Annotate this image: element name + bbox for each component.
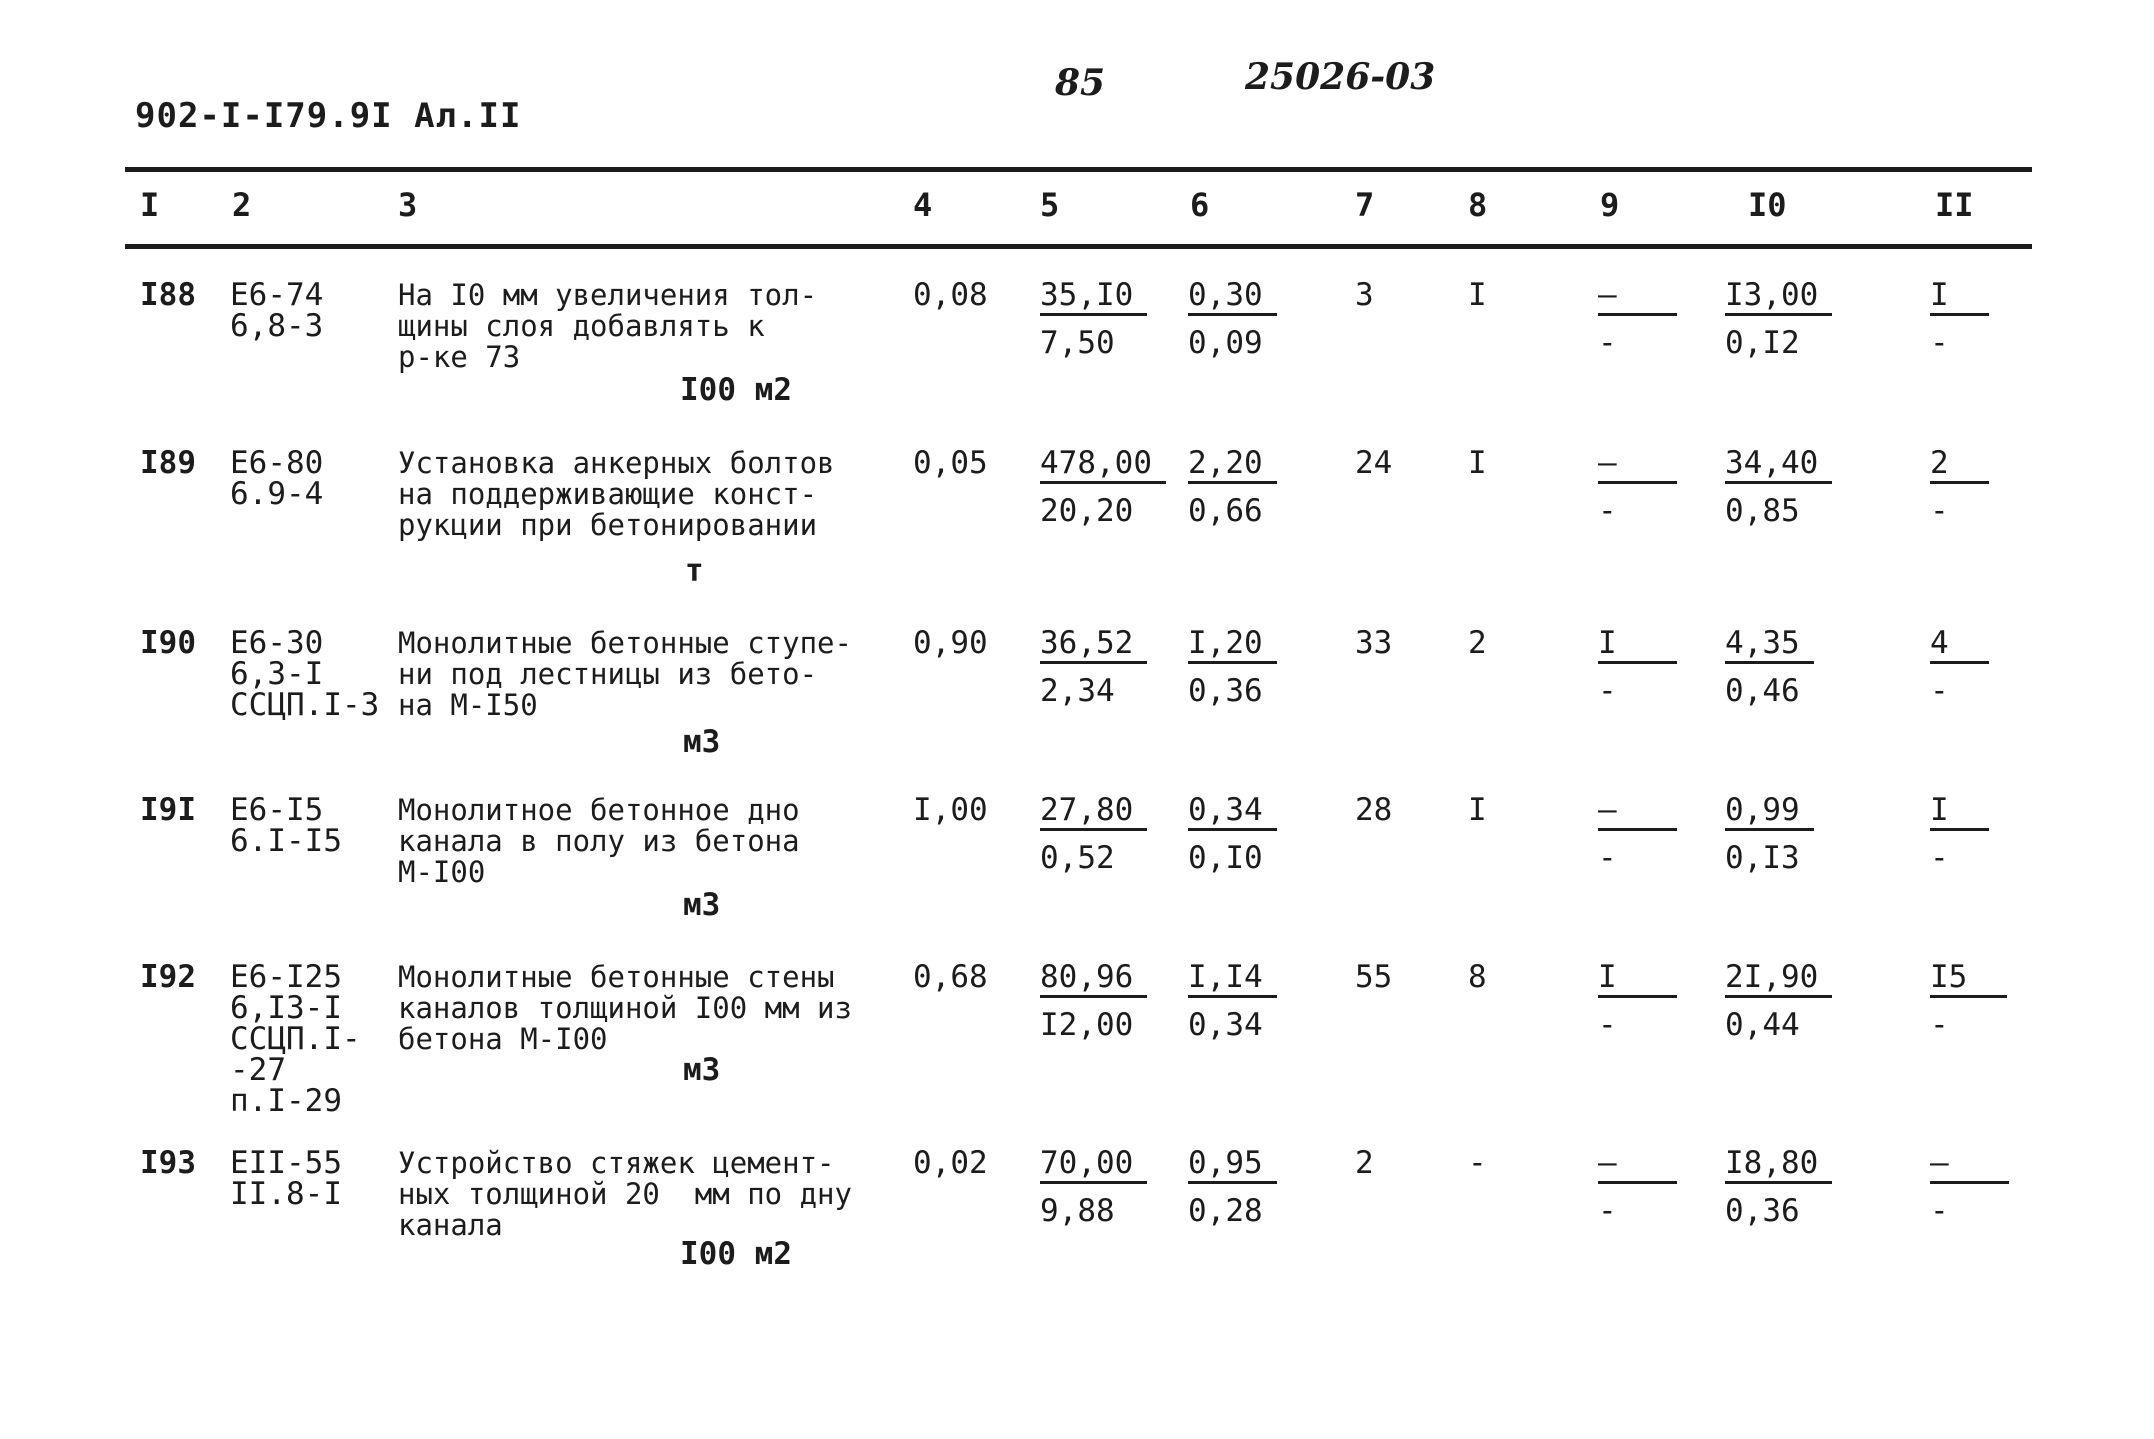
col7-value: 3	[1355, 277, 1374, 313]
rate-code: Е6-30 6,3-I ССЦП.I-3	[230, 625, 380, 723]
col9-values	[1598, 959, 1677, 1043]
col6-top: 2,20	[1188, 448, 1277, 484]
measure-unit: м3	[683, 724, 721, 760]
col8-value: I	[1468, 792, 1487, 828]
col5-top: 27,80	[1040, 795, 1147, 831]
col5-top: 70,00	[1040, 1148, 1147, 1184]
quantity: 0,08	[913, 277, 988, 313]
col9-bottom: -	[1598, 840, 1617, 876]
col11-bottom: -	[1930, 673, 1949, 709]
col5-values	[1040, 1145, 1147, 1229]
col10-top: 0,99	[1725, 795, 1814, 831]
col9-top: –	[1598, 795, 1677, 831]
column-header-3: 3	[398, 186, 418, 224]
col10-bottom: 0,I2	[1725, 325, 1800, 361]
col9-bottom: -	[1598, 493, 1617, 529]
row-number: I88	[140, 277, 196, 313]
col9-values	[1598, 625, 1677, 709]
column-header-1: I	[140, 186, 160, 224]
work-description: Монолитные бетонные ступе- ни под лестницы из бето- на М-I50	[398, 626, 852, 722]
col11-bottom: -	[1930, 840, 1949, 876]
col6-bottom: 0,66	[1188, 493, 1263, 529]
col10-bottom: 0,36	[1725, 1193, 1800, 1229]
col9-bottom: -	[1598, 1007, 1617, 1043]
table-row	[0, 1145, 2154, 1308]
col9-bottom: -	[1598, 325, 1617, 361]
work-description: Монолитное бетонное дно канала в полу из бетона М-I00	[398, 793, 800, 889]
table-row	[0, 625, 2154, 788]
col9-values	[1598, 792, 1677, 876]
column-header-9: 9	[1600, 186, 1620, 224]
col8-value: -	[1468, 1145, 1487, 1181]
col10-bottom: 0,44	[1725, 1007, 1800, 1043]
col11-values	[1930, 625, 1989, 709]
col11-top: I5	[1930, 962, 2007, 998]
col10-values	[1725, 277, 1832, 361]
col10-top: 2I,90	[1725, 962, 1832, 998]
col11-top: I	[1930, 795, 1989, 831]
col11-top: 4	[1930, 628, 1989, 664]
rate-code: Е6-I25 6,I3-I ССЦП.I- -27 п.I-29	[230, 959, 361, 1119]
quantity: 0,68	[913, 959, 988, 995]
measure-unit: I00 м2	[680, 372, 792, 408]
col6-top: I,20	[1188, 628, 1277, 664]
rate-code: Е6-80 6.9-4	[230, 445, 324, 512]
col8-value: 8	[1468, 959, 1487, 995]
column-header-8: 8	[1468, 186, 1488, 224]
rate-code: ЕII-55 II.8-I	[230, 1145, 342, 1212]
col6-bottom: 0,36	[1188, 673, 1263, 709]
table-row	[0, 792, 2154, 955]
col6-bottom: 0,34	[1188, 1007, 1263, 1043]
col11-top: 2	[1930, 448, 1989, 484]
col10-bottom: 0,I3	[1725, 840, 1800, 876]
col9-top: I	[1598, 628, 1677, 664]
archive-number: 25026-03	[1245, 56, 1436, 98]
column-header-4: 4	[913, 186, 933, 224]
measure-unit: м3	[683, 887, 721, 923]
quantity: I,00	[913, 792, 988, 828]
col9-top: –	[1598, 1148, 1677, 1184]
column-header-6: 6	[1190, 186, 1210, 224]
col10-values	[1725, 445, 1832, 529]
row-number: I93	[140, 1145, 196, 1181]
col5-bottom: 9,88	[1040, 1193, 1115, 1229]
col11-bottom: -	[1930, 493, 1949, 529]
col11-top: I	[1930, 280, 1989, 316]
measure-unit: м3	[683, 1052, 721, 1088]
document-code: 902-I-I79.9I Ал.II	[135, 96, 522, 136]
col5-top: 35,I0	[1040, 280, 1147, 316]
col9-bottom: -	[1598, 673, 1617, 709]
col11-bottom: -	[1930, 325, 1949, 361]
col10-top: 4,35	[1725, 628, 1814, 664]
col10-top: I3,00	[1725, 280, 1832, 316]
column-header-10: I0	[1748, 186, 1787, 224]
col5-bottom: I2,00	[1040, 1007, 1134, 1043]
work-description: На I0 мм увеличения тол- щины слоя добавлять к р-ке 73	[398, 278, 818, 374]
col8-value: I	[1468, 277, 1487, 313]
col8-value: 2	[1468, 625, 1487, 661]
page-number: 85	[1055, 62, 1106, 104]
col7-value: 24	[1355, 445, 1393, 481]
column-header-11: II	[1935, 186, 1974, 224]
col10-values	[1725, 1145, 1832, 1229]
col9-values	[1598, 445, 1677, 529]
col7-value: 28	[1355, 792, 1393, 828]
col6-values	[1188, 277, 1277, 361]
col11-values	[1930, 445, 1989, 529]
table-top-rule	[125, 167, 2032, 172]
column-header-2: 2	[232, 186, 252, 224]
row-number: I90	[140, 625, 196, 661]
table-row	[0, 959, 2154, 1122]
col5-top: 36,52	[1040, 628, 1147, 664]
col9-top: –	[1598, 280, 1677, 316]
col7-value: 55	[1355, 959, 1393, 995]
col7-value: 33	[1355, 625, 1393, 661]
row-number: I89	[140, 445, 196, 481]
col9-top: –	[1598, 448, 1677, 484]
col6-values	[1188, 959, 1277, 1043]
col6-bottom: 0,28	[1188, 1193, 1263, 1229]
col6-values	[1188, 625, 1277, 709]
col6-values	[1188, 1145, 1277, 1229]
col5-values	[1040, 277, 1147, 361]
col11-values	[1930, 277, 1989, 361]
col11-bottom: -	[1930, 1193, 1949, 1229]
col6-values	[1188, 445, 1277, 529]
col5-values	[1040, 792, 1147, 876]
rate-code: Е6-74 6,8-3	[230, 277, 324, 344]
col9-top: I	[1598, 962, 1677, 998]
col5-bottom: 7,50	[1040, 325, 1115, 361]
col5-bottom: 2,34	[1040, 673, 1115, 709]
col6-top: 0,95	[1188, 1148, 1277, 1184]
col11-bottom: -	[1930, 1007, 1949, 1043]
col6-top: 0,30	[1188, 280, 1277, 316]
col9-values	[1598, 1145, 1677, 1229]
table-row	[0, 445, 2154, 608]
measure-unit: I00 м2	[680, 1236, 792, 1272]
col5-values	[1040, 959, 1147, 1043]
col10-bottom: 0,85	[1725, 493, 1800, 529]
rate-code: Е6-I5 6.I-I5	[230, 792, 342, 859]
col6-values	[1188, 792, 1277, 876]
table-header-rule	[125, 244, 2032, 249]
col5-top: 478,00	[1040, 448, 1166, 484]
col6-top: I,I4	[1188, 962, 1277, 998]
col6-bottom: 0,09	[1188, 325, 1263, 361]
col10-top: 34,40	[1725, 448, 1832, 484]
col5-values	[1040, 445, 1166, 529]
row-number: I92	[140, 959, 196, 995]
col10-values	[1725, 625, 1814, 709]
quantity: 0,05	[913, 445, 988, 481]
quantity: 0,90	[913, 625, 988, 661]
row-number: I9I	[140, 792, 196, 828]
col5-bottom: 20,20	[1040, 493, 1134, 529]
col5-bottom: 0,52	[1040, 840, 1115, 876]
measure-unit: т	[685, 553, 704, 589]
column-header-7: 7	[1355, 186, 1375, 224]
col11-values	[1930, 1145, 2009, 1229]
col10-values	[1725, 792, 1814, 876]
column-header-5: 5	[1040, 186, 1060, 224]
work-description: Устройство стяжек цемент- ных толщиной 20 мм по дну канала	[398, 1146, 852, 1242]
work-description: Монолитные бетонные стены каналов толщиной I00 мм из бетона М-I00	[398, 960, 852, 1056]
col11-values	[1930, 792, 1989, 876]
col10-top: I8,80	[1725, 1148, 1832, 1184]
col5-top: 80,96	[1040, 962, 1147, 998]
col11-values	[1930, 959, 2007, 1043]
col5-values	[1040, 625, 1147, 709]
col10-bottom: 0,46	[1725, 673, 1800, 709]
col9-values	[1598, 277, 1677, 361]
col7-value: 2	[1355, 1145, 1374, 1181]
col8-value: I	[1468, 445, 1487, 481]
col6-bottom: 0,I0	[1188, 840, 1263, 876]
work-description: Установка анкерных болтов на поддерживающие конст- рукции при бетонировании	[398, 446, 835, 542]
col9-bottom: -	[1598, 1193, 1617, 1229]
col6-top: 0,34	[1188, 795, 1277, 831]
table-row	[0, 277, 2154, 440]
col10-values	[1725, 959, 1832, 1043]
col11-top: –	[1930, 1148, 2009, 1184]
quantity: 0,02	[913, 1145, 988, 1181]
